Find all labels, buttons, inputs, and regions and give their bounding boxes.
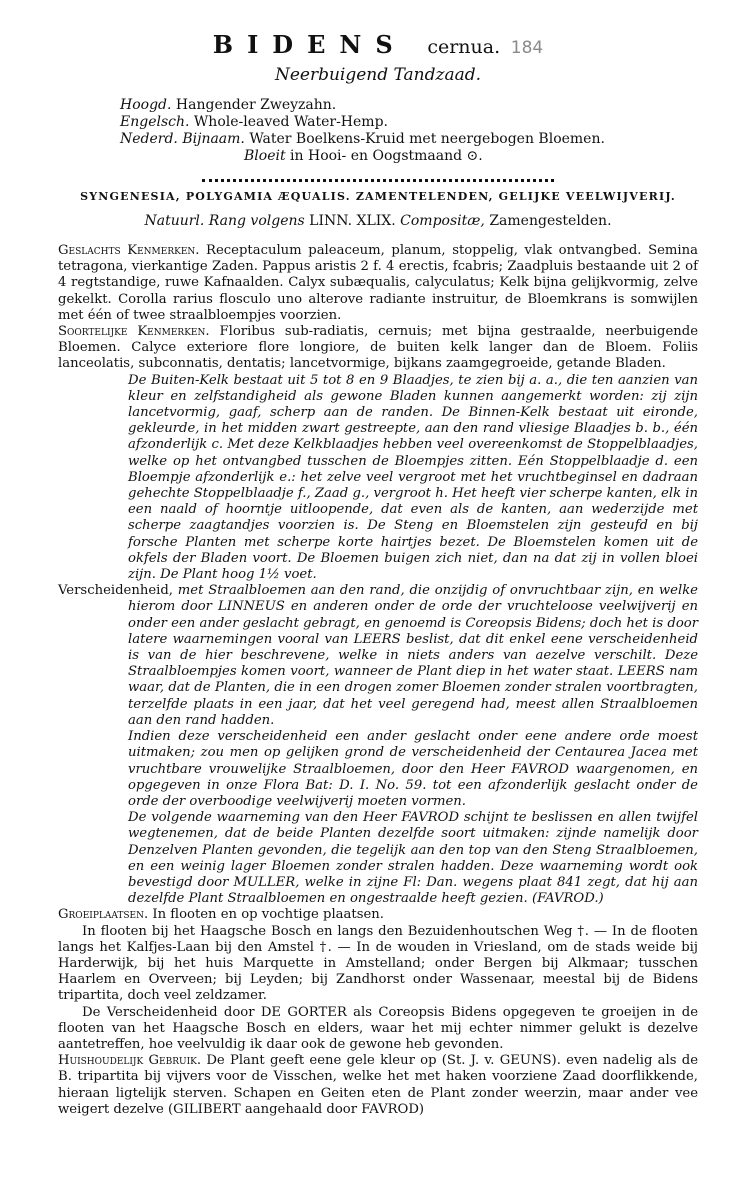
nederd-value: Water Boelkens-Kruid met neergebogen Bloemen.	[249, 131, 605, 147]
habitat-paragraph	[58, 907, 698, 923]
description: De Buiten-Kelk bestaat uit 5 tot 8 en 9 Blaadjes, te zien bij a. a., die ten aanzien van kleur en zelfstandigheid als gewone Bladen kunnen aangemerkt worden: zij zijn lancetvormig, gaaf, scherp aan de randen. De Binnen-Kelk bestaat uit eironde, gekleurde, in het midden zwart gestreepte, aan den rand vliesige Blaadjes b. b., één afzonderlijk c. Met deze Kelkblaadjes hebben veel overeenkomst de Stoppelblaadjes, welke op het ontvangbed tusschen de Bloempjes zitten. Eén Stoppelblaadje d. een Bloempje afzonderlijk e.: het zelve veel vergroot met het vruchtbeginsel en dadraan gehechte Stoppelblaadje f., Zaad g., vergroot h. Het heeft vier scherpe kanten, elk in een naald of hoorntje uitloopende, dat even als de kanten, aan wederzijde met scherpe zaagtandjes voorzien is. De Steng en Bloemstelen zijn gesteufd en bij forsche Planten met scherpe korte hairtjes bezet. De Bloemstelen komen uit de okfels der Bladen voort. De Bloemen buigen zich niet, dan na dat zij in vollen bloei zijn. De Plant hoog 1½ voet.	[128, 372, 698, 583]
body-text	[58, 243, 698, 1118]
bloei-value: in Hooi- en Oogstmaand ⊙.	[290, 148, 483, 164]
family-dutch: Zamengestelden.	[489, 213, 612, 229]
genus-characters	[58, 243, 698, 324]
natural-rank-author: LINN. XLIX.	[309, 213, 396, 229]
engelsch-label: Engelsch.	[120, 114, 190, 130]
use-text: De Plant geeft eene gele kleur op (St. J. v. GEUNS). even nadelig als de B. tripartita bij vijvers voor de Visschen, welke het met haken voorziene Zaad doorflikkende, hieraan ligtelijk sterven. Schapen en Geiten eten de Plant zonder weerzin, maar ander vee weigert dezelve (GILIBERT aangehaald door FAVROD)	[58, 1053, 698, 1117]
species-text: Floribus sub-radiatis, cernuis; met bijna gestraalde, neerbuigende Bloemen. Calyce exteriore flore longiore, de buiten kelk langer dan de Bloem. Foliis lanceolatis, subconnatis, dentatis; lancetvormige, bijkans zaamgegroeide, getande Bladen.	[58, 324, 699, 372]
dotted-divider	[202, 179, 554, 182]
nederd-row	[120, 131, 698, 148]
species-heading: Soortelijke Kenmerken.	[58, 324, 210, 340]
nederd-label: Nederd. Bijnaam.	[120, 131, 245, 147]
title-row	[58, 30, 698, 59]
engelsch-value: Whole-leaved Water-Hemp.	[193, 114, 388, 130]
genus-heading: Geslachts Kenmerken.	[58, 243, 200, 258]
hoogd-label: Hoogd.	[120, 97, 172, 113]
habitat-detail: In flooten bij het Haagsche Bosch en langs den Bezuidenhoutschen Weg †. — In de flooten langs het Kalfjes-Laan bij den Amstel †. — In de wouden in Vriesland, om de stads weide bij Harderwijk, bij het huis Marquette in Amstelland; onder Bergen bij Alkmaar; tusschen Haarlem en Overveen; bij Leyden; bij Zandhorst onder Wassenaar, meestal bij de Bidens tripartita, doch veel zeldzamer.	[58, 923, 698, 1004]
habitat-text: In flooten en op vochtige plaatsen.	[152, 907, 384, 923]
natural-rank-label: Natuurl. Rang volgens	[144, 213, 305, 229]
variety-paragraph-3: De volgende waarneming van den Heer FAVROD schijnt te beslissen en allen twijfel wegtenemen, dat de beide Planten dezelfde soort uitmaken: zijnde namelijk door Denzelven Planten gevonden, die tegelijk aan den top van den Steng Straalbloemen, en een weinig lager Bloemen zonder stralen hadden. Deze waarneming wordt ook bevestigd door MULLER, welke in zijne Fl: Dan. wegens plaat 841 zegt, dat hij aan dezelfde Plant Straalbloemen en ongestraalde heeft gezien. (FAVROD.)	[128, 810, 698, 907]
use-heading: Huishoudelijk Gebruik.	[58, 1053, 202, 1069]
page-number: 184	[510, 38, 544, 58]
variety-text: met Straalbloemen aan den rand, die onzijdig of onvruchtbaar zijn, en welke hierom door LINNEUS en anderen onder de orde der vruchteloose veelwijverij en onder een ander geslacht gebragt, en genoemd is Coreopsis Bidens; doch het is door latere waarnemingen vooral van LEERS beslist, dat dit enkel eene verscheidenheid is van de hier beschrevene, welke in niets anders van aezelve verschilt. Deze Straalbloempjes komen voort, wanneer de Plant diep in het water staat. LEERS nam waar, dat de Planten, die in een drogen zomer Bloemen zonder stralen voortbragten, terzelfde plaats in een jaar, dat het veel geregend had, meest allen Straalbloemen aan den rand hadden.	[128, 583, 698, 728]
use-paragraph	[58, 1053, 698, 1118]
variety-paragraph-2: Indien deze verscheidenheid een ander geslacht onder eene andere orde moest uitmaken; zou men op gelijken grond de verscheidenheid der Centaurea Jacea met vruchtbare vrouwelijke Straalbloemen, door den Heer FAVROD waargenomen, en opgegeven in onze Flora Bat: D. I. No. 59. tot een afzonderlijk geslacht onder de orde der overboodige veelwijverij moeten vormen.	[128, 729, 698, 809]
engelsch-row	[120, 114, 698, 131]
natural-rank	[58, 213, 698, 229]
genus-text: Receptaculum paleaceum, planum, stoppelig, vlak ontvangbed. Semina tetragona, vierkantige Zaden. Pappus aristis 2 f. 4 erectis, fcabris; Zaadpluis bestaande uit 2 of 4 regtstandige, ruwe Kafnaalden. Calyx subæqualis, calyculatus; Kelk bijna gelijkvormig, zelve gekelkt. Corolla rarius flosculo uno alterove radiante instruitur, de Bloemkrans is somwijlen met één of twee straalbloempjes voorzien.	[58, 243, 698, 323]
variety-paragraph	[58, 583, 698, 729]
genus-title: BIDENS	[212, 30, 407, 59]
hoogd-value: Hangender Zweyzahn.	[175, 97, 337, 113]
linnaean-system: SYNGENESIA, POLYGAMIA ÆQUALIS. ZAMENTELENDEN, GELIJKE VEELWIJVERIJ.	[80, 190, 676, 203]
species-characters	[58, 324, 698, 373]
bloei-label: Bloeit	[244, 148, 286, 164]
bloei-row	[244, 148, 698, 165]
variety-heading: Verscheidenheid,	[58, 583, 173, 599]
habitat-heading: Groeiplaatsen.	[58, 907, 149, 923]
family-latin: Compositæ,	[400, 213, 485, 229]
habitat-detail-2: De Verscheidenheid door DE GORTER als Coreopsis Bidens opgegeven te groeijen in de flooten van het Haagsche Bosch en elders, waar het mij echter nimmer gelukt is dezelve aantetreffen, hoe veelvuldig ik daar ook de gewone heb gevonden.	[58, 1004, 698, 1052]
species-name: cernua.	[427, 36, 501, 58]
dutch-name: Neerbuigend Tandzaad.	[274, 65, 482, 85]
vernacular-names	[120, 97, 698, 165]
hoogd-row	[120, 97, 698, 114]
